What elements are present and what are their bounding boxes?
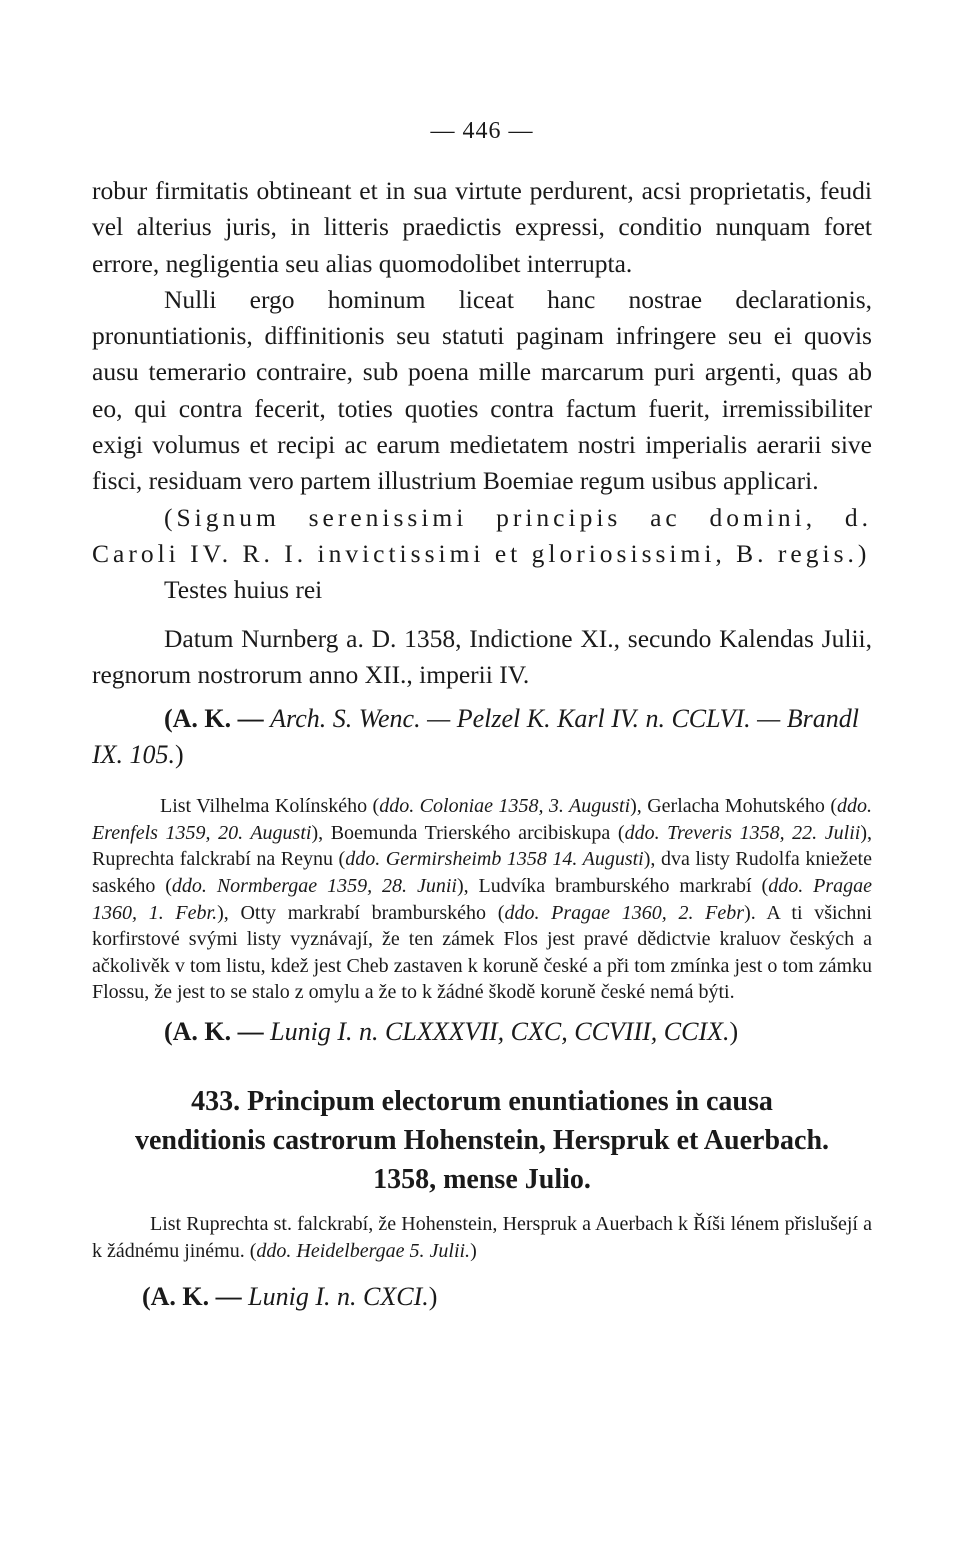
paragraph-nulli: Nulli ergo hominum liceat hanc nostrae declarationis, pronuntiationis, diffinitionis seu statuti paginam infringere seu ei quovis ausu temerario contraire, sub poena mille marcarum puri argenti, quas ab eo, qui contra fecerit, toties quoties contra factum fuerit, irremissibiliter exigi volumus et recipi ac earum medietatem nostri imperialis aerarii sive fisci, residuam vero partem illustrium Boemiae regum usibus applicari. bbox=[92, 284, 872, 496]
note-date: ddo. Erenfels 1359, 20. Augusti bbox=[92, 795, 872, 844]
czech-note-2 bbox=[92, 1211, 872, 1265]
datum: Datum Nurnberg a. D. 1358, Indictione XI., secundo Kalendas Julii, regnorum nostrorum anno XII., imperii IV. bbox=[92, 623, 872, 689]
note-text: List Ruprechta st. falckrabí, že Hohenstein, Herspruk a Auerbach k Říši lénem přislušejí a k žádnému jinému. ( bbox=[92, 1212, 872, 1262]
note-date: ddo. Normbergae 1359, 28. Junii bbox=[171, 874, 457, 897]
source-suffix: ) bbox=[428, 1281, 438, 1311]
note-text: List Vilhelma Kolínského ( bbox=[160, 795, 380, 818]
source-suffix: ) bbox=[175, 740, 184, 770]
note-date: ddo. Heidelbergae 5. Julii. bbox=[256, 1239, 471, 1262]
heading-line-2: venditionis castrorum Hohenstein, Herspruk et Auerbach. bbox=[134, 1124, 830, 1156]
czech-note-1 bbox=[92, 793, 872, 1006]
source-citation-1 bbox=[92, 701, 872, 773]
note-text: ), Otty markrabí bramburského ( bbox=[217, 901, 505, 924]
heading-line-3: 1358, mense Julio. bbox=[373, 1163, 591, 1195]
note-date: ddo. Pragae 1360, 1. Febr. bbox=[92, 874, 872, 924]
note-date: ddo. Coloniae 1358, 3. Augusti bbox=[379, 795, 631, 818]
note-text: ), dva listy Rudolfa kniežete saského ( bbox=[92, 848, 872, 897]
document-page bbox=[92, 118, 872, 1315]
source-prefix: (A. K. — bbox=[164, 704, 271, 734]
note-text: ), Ruprechta falckrabí na Reynu ( bbox=[92, 821, 872, 871]
paragraph-robur: robur firmitatis obtineant et in sua virtute perdurent, acsi proprietatis, feudi vel alterius juris, in litteris praedictis expressi, conditio nunquam foret errore, negligentia seu alias quomodolibet interrupta. bbox=[92, 176, 872, 278]
note-text: ). A ti všichni korfirstové svými listy vyznávají, že ten zámek Flos jest pravé dědictvie kraluov českých a ačkolivěk v tom listu, kdež jest Cheb zastaven k koruně české a při tom zmínka jest o tom zámku Flossu, že jest to se stalo z omylu a že to k žádné škodě koruně české nemá býti. bbox=[92, 901, 872, 1004]
note-date: ddo. Pragae 1360, 2. Febr bbox=[504, 901, 745, 924]
source-prefix: (A. K. — bbox=[142, 1281, 249, 1311]
note-text: ), Gerlacha Mohutského ( bbox=[630, 795, 837, 818]
note-text: ), Boemunda Trierského arcibiskupa ( bbox=[311, 821, 625, 844]
source-citation-3 bbox=[142, 1279, 872, 1315]
source-italic: Lunig I. n. CLXXXVII, CXC, CCVIII, CCIX. bbox=[270, 1016, 730, 1046]
source-citation-2 bbox=[92, 1014, 872, 1050]
source-suffix: ) bbox=[729, 1016, 739, 1046]
signum: (Signum serenissimi principis ac domini, d. Caroli IV. R. I. invictissimi et gloriosissimi, B. regis.) bbox=[92, 502, 872, 568]
document-heading bbox=[92, 1082, 872, 1199]
note-text: ), Ludvíka bramburského markrabí ( bbox=[456, 874, 769, 897]
source-italic: Arch. S. Wenc. — Pelzel K. Karl IV. n. CCLVI. — Brandl IX. 105. bbox=[92, 704, 860, 770]
page-number: — 446 — bbox=[430, 118, 534, 144]
note-date: ddo. Treveris 1358, 22. Julii bbox=[624, 821, 861, 844]
note-date: ddo. Germirsheimb 1358 14. Augusti bbox=[345, 848, 644, 871]
source-italic: Lunig I. n. CXCI. bbox=[248, 1281, 429, 1311]
source-prefix: (A. K. — bbox=[164, 1016, 271, 1046]
testes: Testes huius rei bbox=[164, 575, 323, 605]
note-text: ) bbox=[470, 1239, 477, 1262]
heading-line-1: 433. Principum electorum enuntiationes in causa bbox=[191, 1085, 773, 1117]
